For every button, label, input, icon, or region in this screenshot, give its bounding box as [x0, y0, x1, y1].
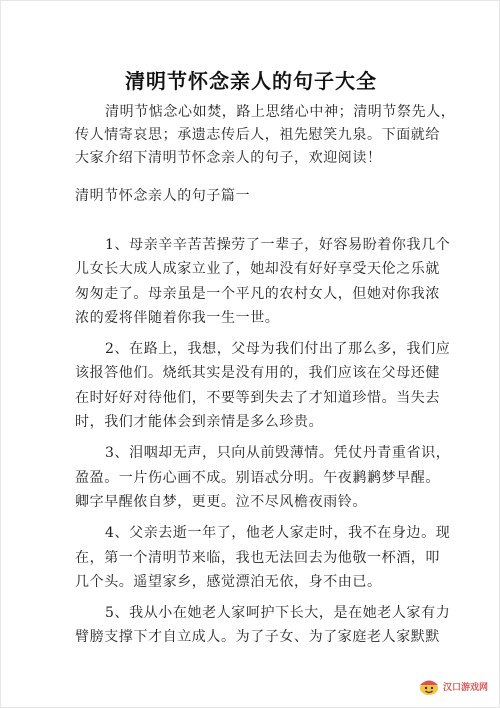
paragraph-line: 5、我从小在她老人家呵护下长大，是在她老人家有力 [105, 605, 451, 622]
smiley-cap-logo-icon [417, 676, 441, 696]
paragraph-line: 2、在路上，我想，父母为我们付出了那么多，我们应 [105, 341, 451, 358]
paragraph-line: 浓的爱将伴随着你我一生一世。 [75, 309, 280, 326]
site-watermark [416, 675, 491, 697]
paragraph-4 [75, 521, 451, 594]
paragraph-line: 几个头。遥望家乡，感觉漂泊无依，身不由已。 [75, 573, 382, 590]
paragraph-3 [75, 441, 451, 514]
paragraph-line: 儿女长大成人成家立业了，她却没有好好享受天伦之乐就 [75, 261, 440, 278]
paragraph-line: 卿字早醒侬自梦，更更。泣不尽风檐夜雨铃。 [75, 493, 367, 510]
paragraph-line: 匆匆走了。母亲虽是一个平凡的农村女人，但她对你我浓 [75, 285, 440, 302]
section-heading: 清明节怀念亲人的句子篇一 [75, 188, 251, 204]
paragraph-2 [75, 337, 451, 434]
article-intro [75, 101, 456, 170]
paragraph-line: 臂膀支撑下才自立成人。为了子女、为了家庭老人家默默 [75, 629, 440, 646]
article-title: 清明节怀念亲人的句子大全 [125, 69, 377, 93]
paragraph-line: 1、母亲辛辛苦苦操劳了一辈子，好容易盼着你我几个 [105, 237, 451, 253]
paragraph-line: 时，我们才能体会到亲情是多么珍贵。 [75, 414, 324, 431]
paragraph-line: 盈盈。一片伤心画不成。别语忒分明。午夜鹣鹣梦早醒。 [75, 469, 440, 486]
article-body [75, 233, 451, 657]
paragraph-line: 在时好好对待他们，不要等到失去了才知道珍惜。当失去 [75, 389, 440, 406]
paragraph-line: 4、父亲去逝一年了，他老人家走时，我不在身边。现 [105, 525, 451, 542]
intro-line: 传人情寄哀思；承遗志传后人，祖先慰笑九泉。下面就给 [75, 127, 440, 143]
paragraph-5 [75, 601, 451, 650]
paragraph-line: 在，第一个清明节来临，我也无法回去为他敬一杯酒，叩 [75, 549, 440, 566]
intro-line: 清明节惦念心如焚，路上思绪心中神；清明节祭先人， [105, 104, 456, 120]
watermark-text: 汉口游戏网 [442, 682, 488, 693]
paragraph-line: 3、泪咽却无声，只向从前毁薄情。凭仗丹青重省识， [105, 445, 451, 462]
intro-line: 大家介绍下清明节怀念亲人的句子，欢迎阅读！ [75, 150, 382, 166]
paragraph-line: 该报答他们。烧纸其实是没有用的，我们应该在父母还健 [75, 365, 440, 382]
paragraph-1 [75, 233, 451, 330]
